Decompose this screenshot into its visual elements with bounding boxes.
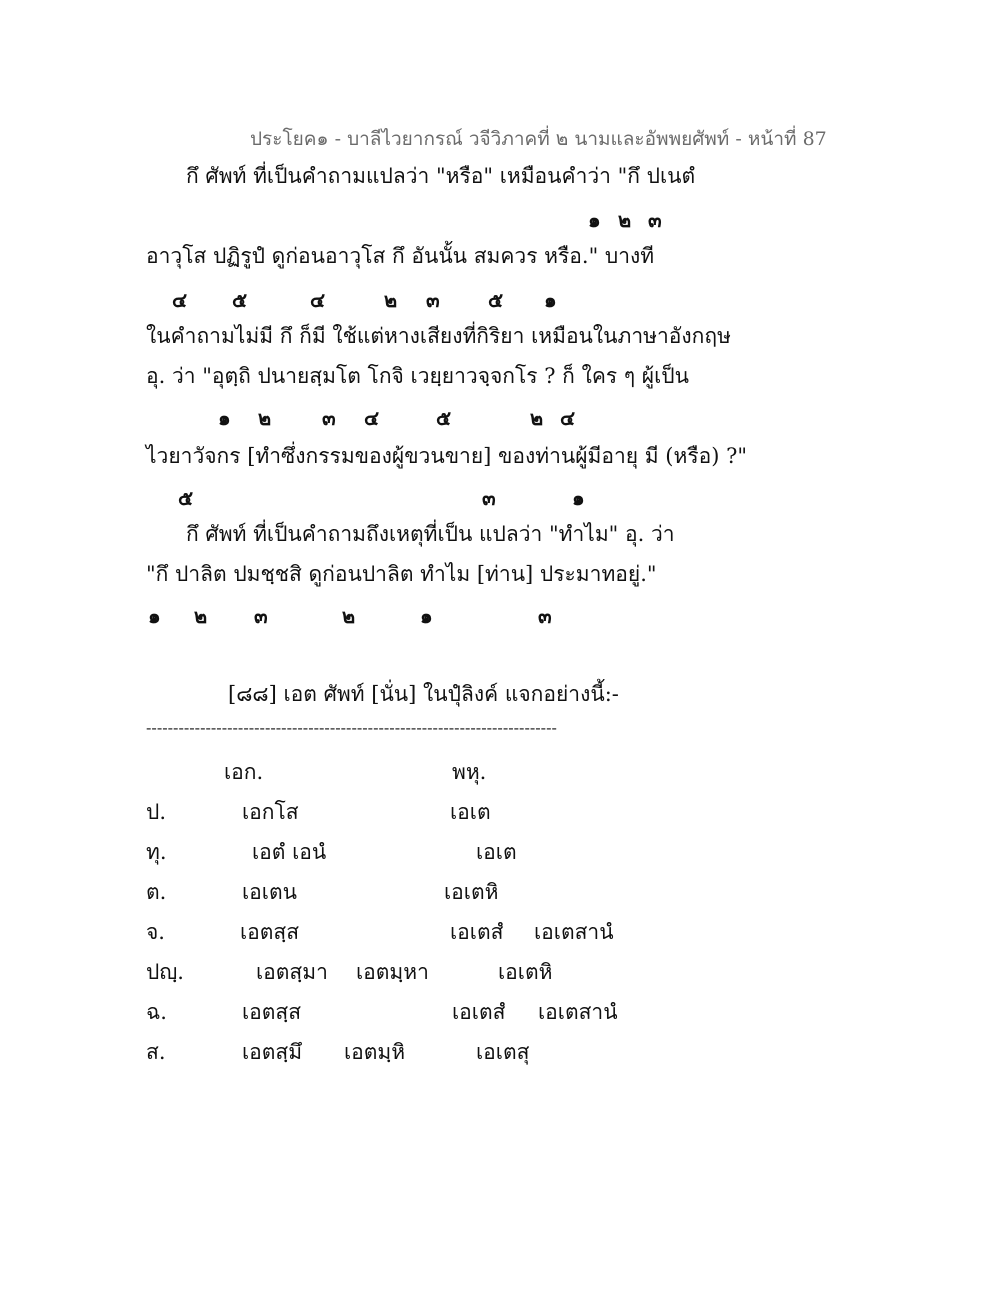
plural-form: เอเตสํ <box>452 1000 506 1024</box>
text-line: "กึ ปาลิต ปมชฺชสิ ดูก่อนปาลิต ทำไม [ท่าน] ประมาทอยู่." <box>146 562 657 586</box>
case-label: จ. <box>146 920 165 944</box>
text-line: กึ ศัพท์ ที่เป็นคำถามแปลว่า "หรือ" เหมือนคำว่า "กึ ปเนตํ <box>186 164 696 188</box>
word-order-number: ๒ <box>342 604 356 628</box>
word-order-number: ๒ <box>530 406 544 430</box>
singular-form: เอตสฺส <box>242 1000 302 1024</box>
column-header-plural: พหุ. <box>452 760 487 784</box>
plural-form: เอเต <box>450 800 491 824</box>
word-order-number: ๓ <box>482 486 496 510</box>
word-order-number: ๕ <box>232 288 248 312</box>
column-header-singular: เอก. <box>224 760 264 784</box>
plural-form: เอเต <box>476 840 517 864</box>
text-line: ในคำถามไม่มี กึ ก็มี ใช้แต่หางเสียงที่กิริยา เหมือนในภาษาอังกฤษ <box>146 324 731 348</box>
singular-form-alt: เอตมฺหา <box>356 960 429 984</box>
plural-form-alt: เอเตสานํ <box>538 1000 618 1024</box>
word-order-number: ๑ <box>544 288 557 312</box>
word-order-number: ๓ <box>538 604 552 628</box>
singular-form: เอเตน <box>242 880 297 904</box>
word-order-number: ๔ <box>172 288 188 312</box>
singular-form: เอตสฺมา <box>256 960 328 984</box>
word-order-number: ๔ <box>364 406 380 430</box>
word-order-number: ๒ <box>194 604 208 628</box>
word-order-number: ๑ <box>588 208 601 232</box>
case-label: ฉ. <box>146 1000 167 1024</box>
singular-form: เอตํ เอนํ <box>252 840 327 864</box>
word-order-number: ๒ <box>618 208 632 232</box>
word-order-number: ๒ <box>258 406 272 430</box>
word-order-number: ๑ <box>148 604 161 628</box>
word-order-number: ๑ <box>420 604 433 628</box>
word-order-number: ๕ <box>436 406 452 430</box>
word-order-number: ๕ <box>488 288 504 312</box>
singular-form-alt: เอตมฺหิ <box>344 1040 406 1064</box>
word-order-number: ๑ <box>218 406 231 430</box>
singular-form: เอตสฺมึ <box>242 1040 303 1064</box>
case-label: ป. <box>146 800 167 824</box>
plural-form: เอเตสุ <box>476 1040 530 1064</box>
word-order-number: ๒ <box>384 288 398 312</box>
word-order-number: ๓ <box>254 604 268 628</box>
word-order-number: ๓ <box>648 208 662 232</box>
plural-form: เอเตหิ <box>498 960 553 984</box>
plural-form: เอเตหิ <box>444 880 499 904</box>
singular-form: เอกโส <box>242 800 299 824</box>
word-order-number: ๓ <box>322 406 336 430</box>
case-label: ปญฺ. <box>146 960 184 984</box>
text-line: อาวุโส ปฏิรูปํ ดูก่อนอาวุโส กึ อันนั้น สมควร หรือ." บางที <box>146 244 655 268</box>
text-line: ไวยาวัจกร [ทำซึ่งกรรมของผู้ขวนขาย] ของท่านผู้มีอายุ มี (หรือ) ?" <box>146 444 747 468</box>
section-title: [๘๘] เอต ศัพท์ [นั่น] ในปุํลิงค์ แจกอย่างนี้:- <box>228 682 619 706</box>
case-label: ต. <box>146 880 167 904</box>
word-order-number: ๔ <box>560 406 576 430</box>
case-label: ทุ. <box>146 840 167 864</box>
page-header: ประโยค๑ - บาลีไวยากรณ์ วจีวิภาคที่ ๒ นามและอัพพยศัพท์ - หน้าที่ 87 <box>250 128 827 150</box>
word-order-number: ๓ <box>426 288 440 312</box>
word-order-number: ๕ <box>178 486 194 510</box>
case-label: ส. <box>146 1040 166 1064</box>
word-order-number: ๔ <box>310 288 326 312</box>
text-line: อุ. ว่า "อุตฺถิ ปนายสฺมโต โกจิ เวยฺยาวจฺจกโร ? ก็ ใคร ๆ ผู้เป็น <box>146 364 689 388</box>
plural-form-alt: เอเตสานํ <box>534 920 614 944</box>
word-order-number: ๑ <box>572 486 585 510</box>
singular-form: เอตสฺส <box>240 920 300 944</box>
text-line: กึ ศัพท์ ที่เป็นคำถามถึงเหตุที่เป็น แปลว่า "ทำไม" อุ. ว่า <box>186 522 675 546</box>
plural-form: เอเตสํ <box>450 920 504 944</box>
separator-line: ---------------------------------------------------------------------------- <box>146 718 557 737</box>
